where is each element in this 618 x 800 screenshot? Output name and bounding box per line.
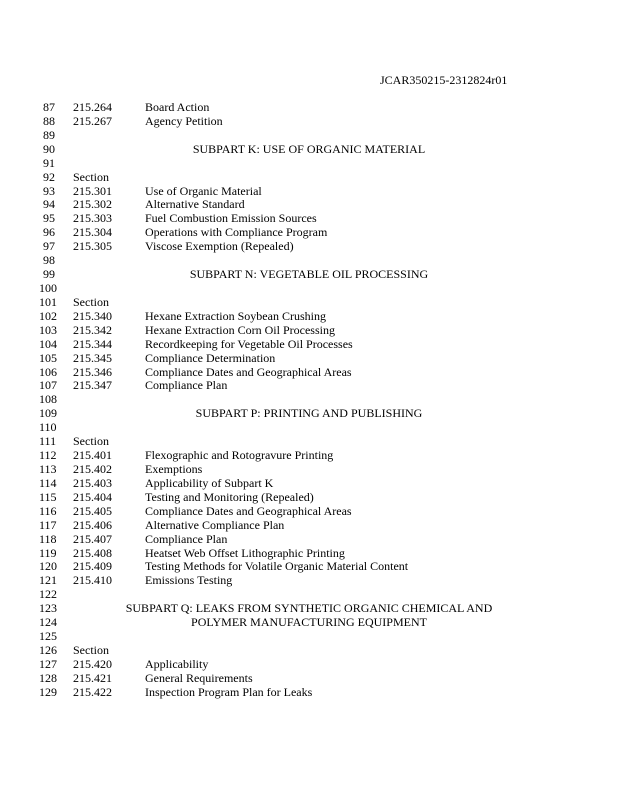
section-title: Hexane Extraction Corn Oil Processing: [145, 322, 335, 337]
section-title: Compliance Plan: [145, 531, 228, 546]
section-title: Flexographic and Rotogravure Printing: [145, 448, 334, 463]
line-number: 107: [39, 378, 57, 393]
section-column-label: Section: [73, 294, 109, 309]
section-number: 215.264: [73, 100, 112, 114]
document-line: [0, 226, 618, 240]
section-title: Operations with Compliance Program: [145, 225, 328, 240]
document-line: [0, 630, 618, 644]
section-number: 215.409: [73, 559, 112, 574]
section-title: General Requirements: [145, 670, 253, 685]
section-number: 215.346: [73, 364, 112, 379]
line-number: 124: [39, 615, 57, 630]
section-title: Compliance Determination: [145, 350, 276, 365]
document-line: [0, 588, 618, 602]
document-line: [0, 519, 618, 533]
section-number: 215.420: [73, 656, 112, 671]
line-number: 103: [39, 322, 57, 337]
section-title: Board Action: [145, 100, 210, 114]
document-line: [0, 449, 618, 463]
section-number: 215.422: [73, 684, 112, 699]
line-number: 104: [39, 336, 57, 351]
document-line: [0, 379, 618, 393]
line-number: 101: [39, 294, 57, 309]
section-title: Testing Methods for Volatile Organic Material Content: [145, 559, 409, 574]
section-number: 215.404: [73, 489, 112, 504]
line-number: 123: [39, 601, 57, 616]
section-title: Compliance Plan: [145, 378, 228, 393]
section-number: 215.345: [73, 350, 112, 365]
line-number: 121: [39, 573, 57, 588]
section-number: 215.304: [73, 225, 112, 240]
line-number: 89: [43, 127, 55, 142]
line-number: 113: [39, 461, 57, 476]
section-number: 215.302: [73, 197, 112, 212]
document-line: [0, 407, 618, 421]
document-line: [0, 324, 618, 338]
document-line: [0, 171, 618, 185]
line-number: 116: [39, 503, 57, 518]
section-number: 215.305: [73, 239, 112, 254]
section-title: Inspection Program Plan for Leaks: [145, 684, 313, 699]
line-number: 115: [39, 489, 57, 504]
line-number: 102: [39, 308, 57, 323]
line-number: 97: [43, 239, 55, 254]
section-column-label: Section: [73, 434, 109, 449]
document-line: [0, 268, 618, 282]
document-line: [0, 547, 618, 561]
line-number: 93: [43, 183, 55, 198]
line-number: 106: [39, 364, 57, 379]
line-number: 114: [39, 475, 57, 490]
section-title: Recordkeeping for Vegetable Oil Processes: [145, 336, 353, 351]
line-number: 119: [39, 545, 57, 560]
document-line: [0, 421, 618, 435]
section-title: Exemptions: [145, 461, 203, 476]
section-number: 215.303: [73, 211, 112, 226]
document-line: [0, 686, 618, 700]
section-column-label: Section: [73, 642, 109, 657]
subpart-heading: SUBPART P: PRINTING AND PUBLISHING: [195, 406, 423, 421]
document-line: [0, 254, 618, 268]
line-number: 105: [39, 350, 57, 365]
document-line: [0, 282, 618, 296]
section-title: Fuel Combustion Emission Sources: [145, 211, 317, 226]
line-number: 118: [39, 531, 57, 546]
section-title: Use of Organic Material: [145, 183, 262, 198]
section-number: 215.347: [73, 378, 112, 393]
line-number: 128: [39, 670, 57, 685]
section-title: Agency Petition: [145, 113, 223, 128]
section-title: Applicability of Subpart K: [145, 475, 274, 490]
document-line: [0, 491, 618, 505]
document-line: [0, 505, 618, 519]
document-line: [0, 560, 618, 574]
line-number: 120: [39, 559, 57, 574]
document-line: [0, 198, 618, 212]
document-line: [0, 310, 618, 324]
line-number: 125: [39, 629, 57, 644]
section-number: 215.407: [73, 531, 112, 546]
section-title: Applicability: [145, 656, 209, 671]
line-number: 108: [39, 392, 57, 407]
document-line: [0, 143, 618, 157]
section-number: 215.408: [73, 545, 112, 560]
section-title: Compliance Dates and Geographical Areas: [145, 503, 352, 518]
line-number: 109: [39, 406, 57, 421]
document-line: [0, 240, 618, 254]
document-line: [0, 338, 618, 352]
line-number: 92: [43, 169, 55, 184]
document-line: [0, 212, 618, 226]
document-id: JCAR350215-2312824r01: [380, 73, 508, 87]
table-of-contents: [0, 101, 618, 700]
document-line: [0, 393, 618, 407]
document-line: [0, 658, 618, 672]
line-number: 88: [43, 113, 55, 128]
document-line: [0, 644, 618, 658]
document-line: [0, 602, 618, 616]
line-number: 98: [43, 253, 55, 268]
document-line: [0, 352, 618, 366]
document-line: [0, 616, 618, 630]
section-title: Heatset Web Offset Lithographic Printing: [145, 545, 345, 560]
section-column-label: Section: [73, 169, 109, 184]
section-number: 215.421: [73, 670, 112, 685]
document-line: [0, 366, 618, 380]
line-number: 100: [39, 280, 57, 295]
section-number: 215.403: [73, 475, 112, 490]
line-number: 90: [43, 141, 55, 156]
section-number: 215.401: [73, 448, 112, 463]
section-title: Emissions Testing: [145, 573, 233, 588]
document-line: [0, 157, 618, 171]
document-line: [0, 185, 618, 199]
line-number: 95: [43, 211, 55, 226]
section-title: Testing and Monitoring (Repealed): [145, 489, 314, 504]
section-title: Alternative Standard: [145, 197, 245, 212]
line-number: 91: [43, 155, 55, 170]
line-number: 96: [43, 225, 55, 240]
line-number: 117: [39, 517, 57, 532]
document-line: [0, 477, 618, 491]
subpart-heading: SUBPART Q: LEAKS FROM SYNTHETIC ORGANIC CHEMICAL AND: [125, 601, 493, 616]
section-title: Viscose Exemption (Repealed): [145, 239, 294, 254]
document-line: [0, 463, 618, 477]
line-number: 122: [39, 587, 57, 602]
line-number: 94: [43, 197, 55, 212]
document-line: [0, 115, 618, 129]
section-number: 215.344: [73, 336, 112, 351]
document-line: [0, 672, 618, 686]
line-number: 126: [39, 642, 57, 657]
line-number: 111: [39, 434, 57, 449]
section-number: 215.402: [73, 461, 112, 476]
section-number: 215.267: [73, 113, 112, 128]
line-number: 99: [43, 267, 55, 282]
subpart-heading: SUBPART N: VEGETABLE OIL PROCESSING: [189, 267, 429, 282]
document-line: [0, 435, 618, 449]
section-number: 215.342: [73, 322, 112, 337]
section-title: Hexane Extraction Soybean Crushing: [145, 308, 326, 323]
document-line: [0, 101, 618, 115]
section-number: 215.301: [73, 183, 112, 198]
subpart-heading: POLYMER MANUFACTURING EQUIPMENT: [191, 615, 427, 630]
section-number: 215.406: [73, 517, 112, 532]
line-number: 129: [39, 684, 57, 699]
section-number: 215.410: [73, 573, 112, 588]
section-number: 215.405: [73, 503, 112, 518]
section-title: Compliance Dates and Geographical Areas: [145, 364, 352, 379]
line-number: 127: [39, 656, 57, 671]
document-line: [0, 533, 618, 547]
document-line: [0, 574, 618, 588]
subpart-heading: SUBPART K: USE OF ORGANIC MATERIAL: [192, 141, 426, 156]
line-number: 110: [39, 420, 57, 435]
line-number: 112: [39, 448, 57, 463]
line-number: 87: [43, 100, 55, 114]
document-line: [0, 296, 618, 310]
section-number: 215.340: [73, 308, 112, 323]
section-title: Alternative Compliance Plan: [145, 517, 285, 532]
document-line: [0, 129, 618, 143]
